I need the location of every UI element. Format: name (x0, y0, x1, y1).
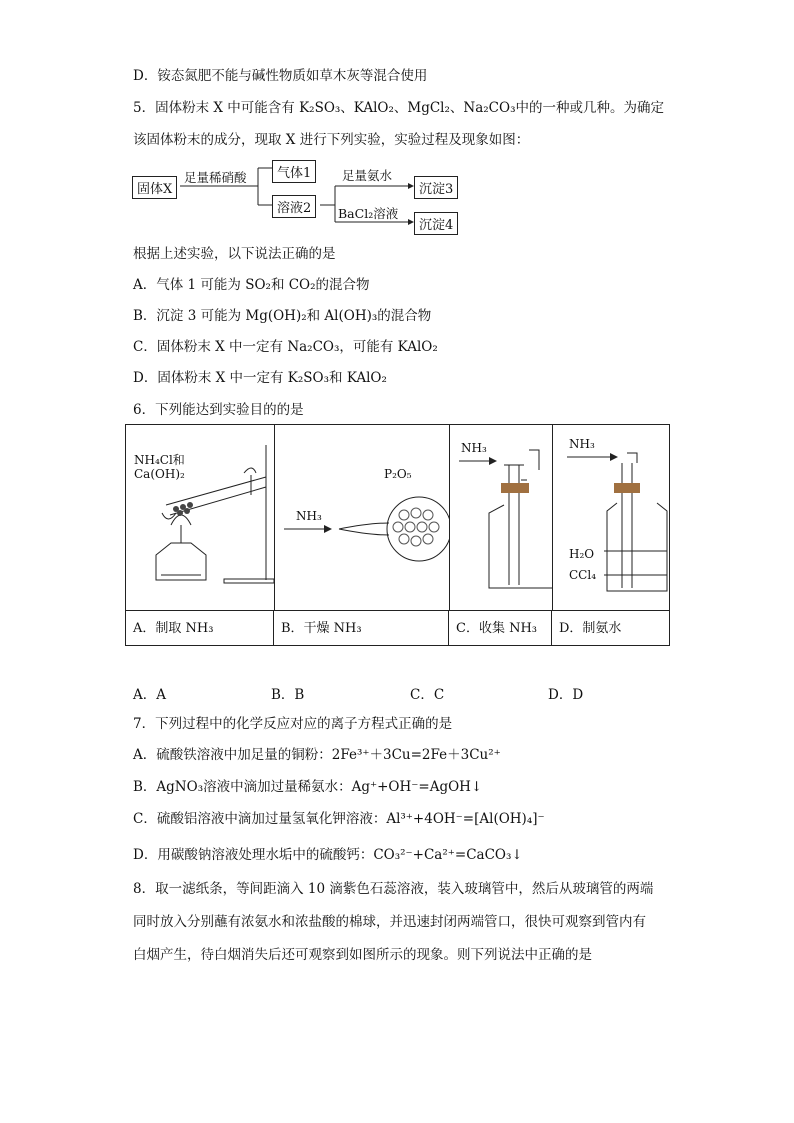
flow-reagent2: 足量氨水 (342, 168, 393, 183)
q8-line3: 白烟产生，待白烟消失后还可观察到如图所示的现象。则下列说法中正确的是 (133, 947, 592, 963)
flow-ppt4-box: 沉淀4 (414, 212, 458, 235)
q6-figure-table (125, 424, 670, 646)
q6-caption-a: A．制取 NH₃ (126, 610, 274, 645)
d-water-label: H₂O (569, 547, 595, 561)
q8-line2: 同时放入分别蘸有浓氨水和浓盐酸的棉球，并迅速封闭两端管口，很快可观察到管内有 (133, 914, 646, 930)
q6-stem: 6．下列能达到实验目的的是 (133, 402, 304, 418)
d-gas-label: NH₃ (569, 437, 595, 451)
q6-caption-b: B．干燥 NH₃ (274, 610, 449, 645)
heating-apparatus-icon (126, 425, 274, 610)
q6-cell-a (126, 425, 275, 610)
q5-option-b: B．沉淀 3 可能为 Mg(OH)₂和 Al(OH)₃的混合物 (133, 308, 432, 324)
drying-tube-icon (274, 425, 449, 610)
q7-option-c: C．硫酸铝溶液中滴加过量氢氧化钾溶液：Al³⁺+4OH⁻=[Al(OH)₄]⁻ (133, 811, 545, 827)
q6-caption-d: D．制氨水 (552, 610, 669, 645)
flow-reagent3: BaCl₂溶液 (338, 206, 399, 221)
q5-option-c: C．固体粉末 X 中一定有 Na₂CO₃，可能有 KAlO₂ (133, 339, 438, 355)
q6-caption-c: C．收集 NH₃ (449, 610, 552, 645)
a-reagent-label1: NH₄Cl和 (134, 453, 185, 467)
d-ccl4-label: CCl₄ (569, 568, 597, 582)
b-reagent-label: P₂O₅ (384, 467, 412, 481)
q5-flow-diagram (130, 160, 470, 240)
q6-cell-c (449, 425, 553, 610)
q4-option-d: D．铵态氮肥不能与碱性物质如草木灰等混合使用 (133, 68, 428, 84)
q6-answer-b: B．B (271, 687, 305, 703)
q6-answer-c: C．C (410, 687, 445, 703)
a-reagent-label2: Ca(OH)₂ (134, 467, 185, 481)
flow-reagent1: 足量稀硝酸 (184, 170, 247, 185)
q5-option-a: A．气体 1 可能为 SO₂和 CO₂的混合物 (133, 277, 370, 293)
flow-start-box: 固体X (132, 176, 177, 199)
q7-option-a: A．硫酸铁溶液中加足量的铜粉：2Fe³⁺＋3Cu=2Fe＋3Cu²⁺ (133, 747, 501, 763)
q6-cell-d (552, 425, 669, 610)
ammonia-absorption-bottle-icon (552, 425, 669, 610)
q5-stem-line1: 5．固体粉末 X 中可能含有 K₂SO₃、KAlO₂、MgCl₂、Na₂CO₃中的一种或几种。为确定 (133, 100, 664, 116)
q5-stem-line2: 该固体粉末的成分，现取 X 进行下列实验，实验过程及现象如图： (133, 132, 530, 148)
q8-line1: 8．取一滤纸条，等间距滴入 10 滴紫色石蕊溶液，装入玻璃管中，然后从玻璃管的两端 (133, 881, 654, 897)
gas-collection-bottle-icon (449, 425, 552, 610)
c-gas-label: NH₃ (461, 441, 487, 455)
q6-cell-b (274, 425, 450, 610)
q5-option-d: D．固体粉末 X 中一定有 K₂SO₃和 KAlO₂ (133, 370, 387, 386)
q7-option-b: B．AgNO₃溶液中滴加过量稀氨水：Ag⁺+OH⁻=AgOH↓ (133, 779, 483, 795)
b-gas-label: NH₃ (296, 509, 322, 523)
flow-solution-box: 溶液2 (272, 195, 316, 218)
flow-gas-box: 气体1 (272, 160, 316, 183)
flow-ppt3-box: 沉淀3 (414, 176, 458, 199)
q7-stem: 7．下列过程中的化学反应对应的离子方程式正确的是 (133, 716, 453, 732)
q6-answer-a: A．A (133, 687, 166, 703)
q6-answer-d: D．D (548, 687, 584, 703)
q5-question: 根据上述实验，以下说法正确的是 (133, 246, 336, 262)
q7-option-d: D．用碳酸钠溶液处理水垢中的硫酸钙：CO₃²⁻+Ca²⁺=CaCO₃↓ (133, 847, 523, 863)
